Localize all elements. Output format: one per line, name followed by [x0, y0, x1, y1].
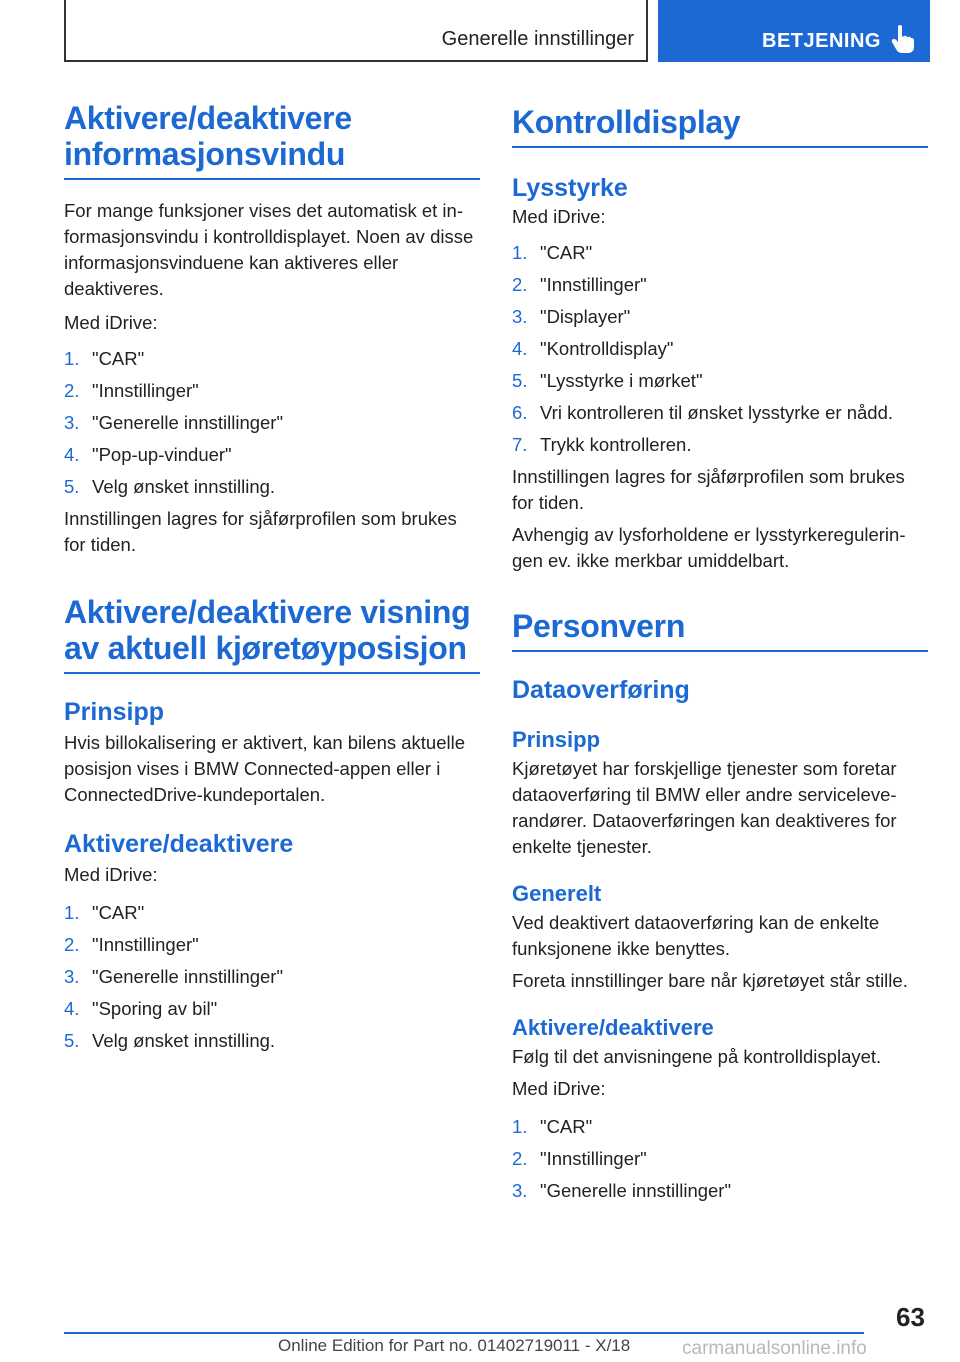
- list-item: 1. "CAR": [64, 348, 145, 369]
- with-idrive-label: Med iDrive:: [512, 1078, 606, 1099]
- list-item: 3. "Displayer": [512, 306, 631, 327]
- with-idrive-label: Med iDrive:: [64, 312, 158, 333]
- list-item: 3. "Generelle innstillinger": [512, 1180, 732, 1201]
- subheading-toggle: Aktivere/deaktivere: [512, 1015, 714, 1040]
- list-item: 2. "Innstillinger": [64, 380, 199, 401]
- list-item: 1. "CAR": [512, 1116, 593, 1137]
- principle-paragraph: Kjøretøyet har forskjellige tjenester som foretar dataoverføring til BMW eller andre serviceleverandører. Dataoverføringen kan deaktiveres for enkelte tjenester.: [512, 758, 897, 857]
- toggle-paragraph: Følg til det anvisningene på kontrolldisplayet.: [512, 1046, 882, 1067]
- subheading-general: Generelt: [512, 881, 602, 906]
- list-item: 1. "CAR": [512, 242, 593, 263]
- steps-list: [512, 1114, 928, 1204]
- list-item: 5. Velg ønsket innstilling.: [64, 476, 276, 497]
- list-item: 4. "Sporing av bil": [64, 998, 218, 1019]
- steps-list: [64, 346, 480, 500]
- list-item: 4. "Kontrolldisplay": [512, 338, 674, 359]
- header-section-tab: [658, 0, 930, 62]
- subheading-brightness: Lysstyrke: [512, 174, 628, 202]
- list-item: 4. "Pop-up-vinduer": [64, 444, 232, 465]
- list-item: 3. "Generelle innstillinger": [64, 412, 284, 433]
- chapter-title: Generelle innstillinger: [441, 28, 634, 50]
- with-idrive-label: Med iDrive:: [64, 864, 158, 885]
- general-paragraph: Foreta innstillinger bare når kjøretøyet står stille.: [512, 970, 908, 991]
- left-column: [64, 100, 480, 1060]
- page-number: 63: [896, 1302, 925, 1332]
- list-item: 2. "Innstillinger": [512, 274, 647, 295]
- subheading-principle: Prinsipp: [64, 698, 165, 726]
- pointing-hand-icon: [890, 24, 916, 54]
- steps-list: [512, 240, 928, 458]
- watermark: carmanualsonline.info: [682, 1338, 867, 1359]
- edition-text: Online Edition for Part no. 01402719011 - X/18: [278, 1336, 631, 1355]
- section-title-info-window: Aktivere/deaktivere informasjonsvindu: [64, 100, 480, 180]
- general-paragraph: Ved deaktivert dataoverføring kan de enkelte funksjonene ikke benyttes.: [512, 912, 880, 959]
- section-title-vehicle-position: Aktivere/deaktivere visning av aktuell kjøretøyposisjon: [64, 594, 480, 674]
- section-label: BETJENING: [762, 30, 881, 52]
- list-item: 7. Trykk kontrolleren.: [512, 434, 692, 455]
- footer-divider: [64, 1332, 864, 1334]
- with-idrive-label: Med iDrive:: [512, 206, 606, 227]
- list-item: 5. Velg ønsket innstilling.: [64, 1030, 276, 1051]
- list-item: 5. "Lysstyrke i mørket": [512, 370, 703, 391]
- note-paragraph: Avhengig av lysforholdene er lysstyrkereguleringen ev. ikke merkbar umiddelbart.: [512, 524, 906, 571]
- section-title-privacy: Personvern: [512, 608, 928, 652]
- list-item: 6. Vri kontrolleren til ønsket lysstyrke er nådd.: [512, 402, 893, 423]
- list-item: 2. "Innstillinger": [64, 934, 199, 955]
- note-paragraph: Innstillingen lagres for sjåførprofilen som brukes for tiden.: [64, 508, 457, 555]
- subheading-toggle: Aktivere/deaktivere: [64, 830, 294, 858]
- principle-paragraph: Hvis billokalisering er aktivert, kan bilens aktuelle posisjon vises i BMW Connected-appen eller i ConnectedDrive-kundeportalen.: [64, 732, 466, 805]
- list-item: 1. "CAR": [64, 902, 145, 923]
- list-item: 2. "Innstillinger": [512, 1148, 647, 1169]
- list-item: 3. "Generelle innstillinger": [64, 966, 284, 987]
- right-column: [512, 100, 928, 1210]
- note-paragraph: Innstillingen lagres for sjåførprofilen som brukes for tiden.: [512, 466, 905, 513]
- subheading-data-transfer: Dataoverføring: [512, 676, 690, 704]
- header-chapter-box: [64, 0, 648, 62]
- section-title-control-display: Kontrolldisplay: [512, 100, 928, 148]
- subheading-principle: Prinsipp: [512, 727, 601, 752]
- steps-list: [64, 900, 480, 1054]
- intro-paragraph: For mange funksjoner vises det automatisk et informasjonsvindu i kontrolldisplayet. Noen av disse informasjonsvinduene kan aktiveres eller deaktiveres.: [64, 200, 474, 299]
